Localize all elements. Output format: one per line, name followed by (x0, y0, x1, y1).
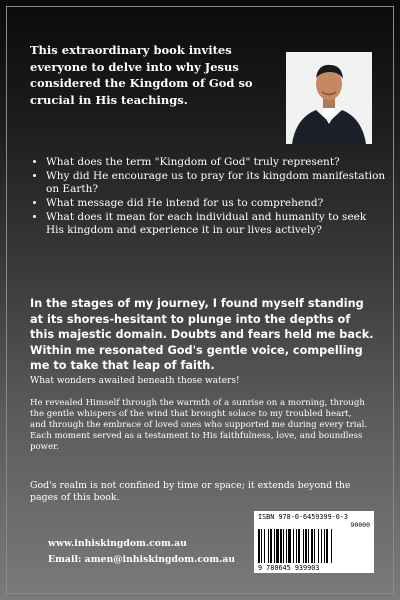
price-code-label: 90000 (350, 521, 370, 529)
author-portrait-icon (286, 52, 372, 144)
isbn-label: ISBN 978-0-6459399-0-3 (258, 513, 349, 521)
email-link[interactable]: Email: amen@inhiskingdom.com.au (48, 554, 236, 565)
question-item: • What does it mean for each individual and humanity to seek His kingdom and experience it in our lives actively? (46, 211, 386, 237)
questions-list (30, 156, 386, 238)
question-item: • What message did He intend for us to comprehend? (46, 197, 386, 210)
question-item: • What does the term "Kingdom of God" truly represent? (46, 156, 386, 169)
author-portrait-svg (286, 52, 372, 144)
intro-paragraph: This extraordinary book invites everyone to delve into why Jesus considered the Kingdom of God so crucial in His teachings. (30, 43, 253, 107)
realm-paragraph: God's realm is not confined by time or space; it extends beyond the pages of this book. (30, 480, 351, 503)
revealed-paragraph: He revealed Himself through the warmth of a sunrise on a morning, through the gentle whispers of the wind that brought solace to my troubled heart, and through the embrace of loved ones who supported me during every trial. Each moment served as a testament to His faithfulness, love, and boundless power. (30, 398, 368, 452)
journey-paragraph: In the stages of my journey, I found myself standing at its shores-hesitant to plunge into the depths of this majestic domain. Doubts and fears held me back. Within me resonated God's gentle voice, compelling me to take that leap of faith. (30, 297, 374, 372)
barcode-bars-icon (258, 529, 370, 563)
wonders-line: What wonders awaited beneath those waters! (30, 376, 240, 386)
website-link[interactable]: www.inhiskingdom.com.au (48, 538, 187, 549)
contact-block (48, 536, 268, 568)
isbn-barcode (254, 511, 374, 573)
question-item: • Why did He encourage us to pray for its kingdom manifestation on Earth? (46, 170, 386, 196)
barcode-digits: 9 780645 939903 (258, 564, 320, 572)
